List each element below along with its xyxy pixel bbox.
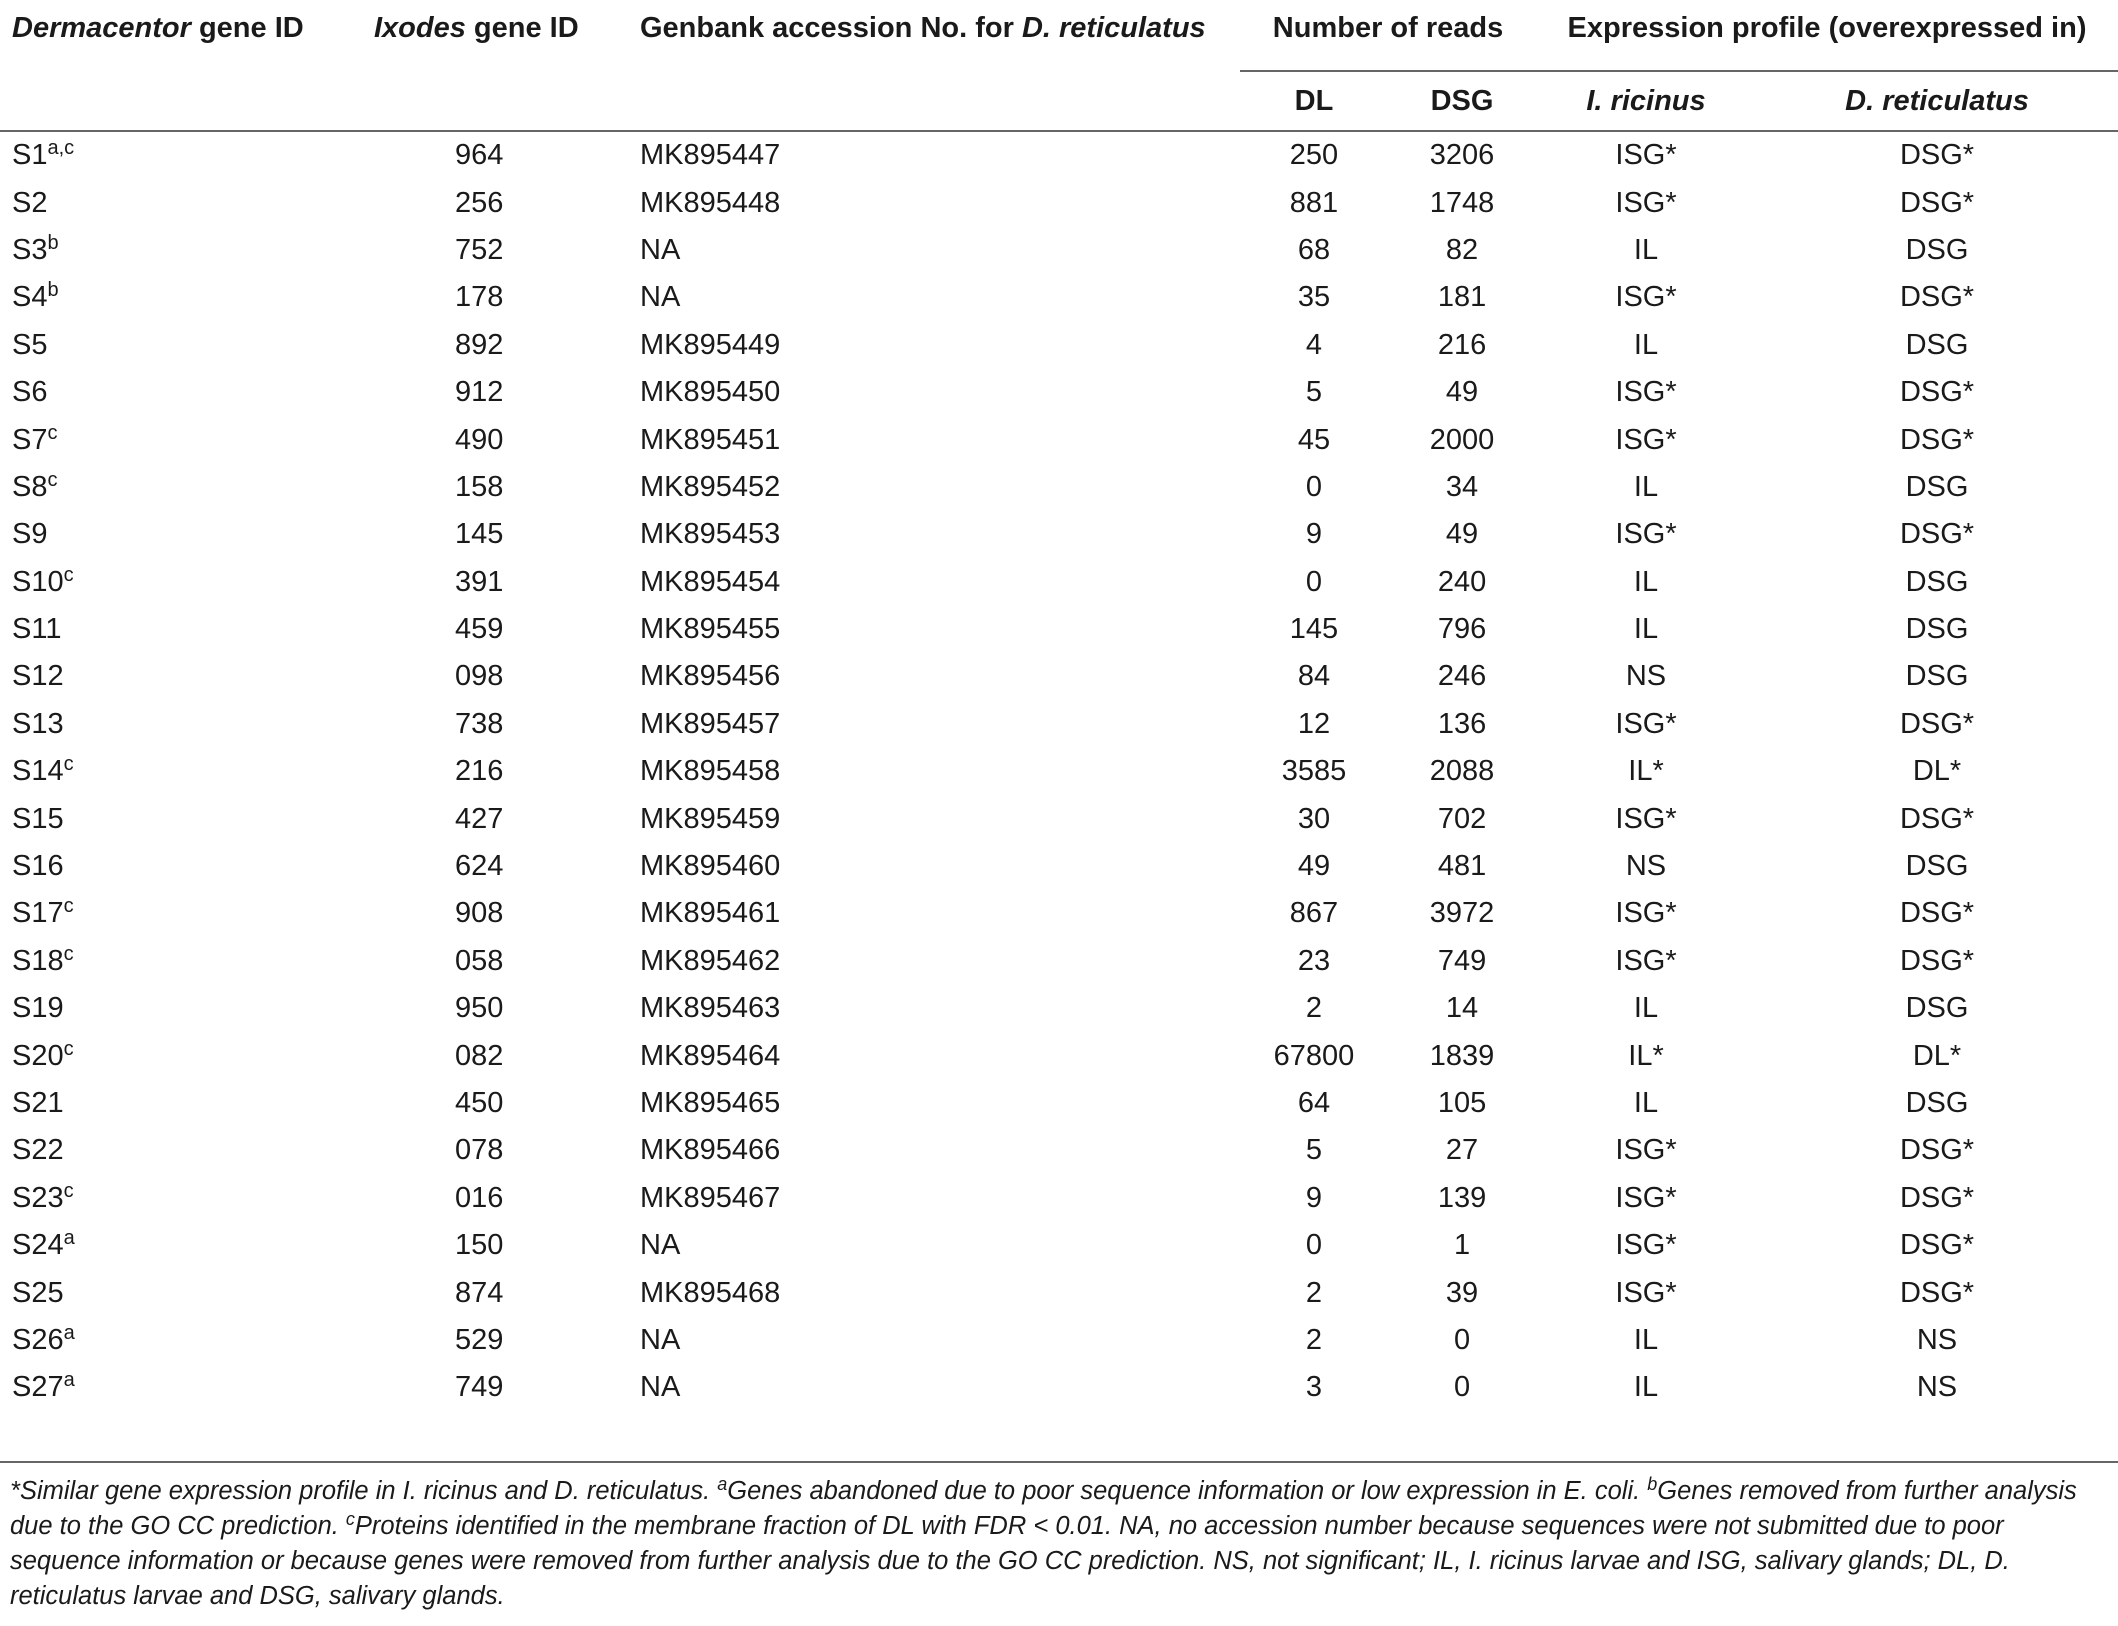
table-row: [0, 559, 2118, 606]
cell-i-ricinus-profile: ISG*: [1615, 1134, 1677, 1167]
cell-d-reticulatus-profile: DSG*: [1899, 897, 1975, 930]
cell-dsg-reads: 2000: [1429, 423, 1495, 456]
cell-dermacentor-id: [0, 606, 360, 653]
cell-ixodes-id: 950: [455, 992, 504, 1025]
header-genbank-accession: Genbank accession No. for D. reticulatus: [640, 12, 1206, 44]
footnote-star-mark: *: [10, 1477, 20, 1505]
cell-dl-reads: 9: [1305, 1181, 1323, 1214]
gene-id-text: S21: [12, 1087, 64, 1119]
cell-ixodes-id: 459: [455, 613, 504, 646]
cell-ixodes-id: 098: [455, 660, 504, 693]
header-expression-profile: Expression profile (overexpressed in): [1536, 12, 2118, 71]
cell-i-ricinus-profile: ISG*: [1615, 1181, 1677, 1214]
gene-id-text: S5: [12, 328, 48, 361]
table-row: [0, 1032, 2118, 1079]
cell-genbank-accession: MK895449: [640, 328, 781, 361]
gene-id-text: S18: [12, 944, 64, 977]
cell-ixodes-id: 490: [455, 423, 504, 456]
gene-id-text: S11: [12, 613, 62, 646]
cell-dermacentor-id: [0, 795, 360, 842]
cell-dsg-reads: 2088: [1429, 755, 1495, 788]
cell-dl-reads: 867: [1289, 897, 1339, 930]
cell-d-reticulatus-profile: DSG*: [1899, 281, 1975, 314]
cell-d-reticulatus-profile: DSG: [1905, 328, 1969, 361]
header-dl: DL: [1294, 84, 1334, 117]
cell-dermacentor-id: [0, 464, 360, 511]
table-row: [0, 1317, 2118, 1364]
cell-dl-reads: 2: [1305, 1276, 1323, 1309]
cell-dsg-reads: 82: [1445, 233, 1479, 266]
gene-id-text: S13: [12, 707, 64, 740]
cell-ixodes-id: 892: [455, 328, 504, 361]
cell-dermacentor-id: [0, 179, 360, 226]
footnote-b-mark: b: [1647, 1474, 1658, 1494]
cell-dsg-reads: 481: [1437, 850, 1487, 883]
cell-genbank-accession: MK895464: [640, 1039, 781, 1072]
cell-d-reticulatus-profile: DSG*: [1899, 139, 1975, 172]
cell-i-ricinus-profile: NS: [1625, 850, 1667, 883]
cell-d-reticulatus-profile: NS: [1916, 1371, 1958, 1404]
cell-dermacentor-id: [0, 1032, 360, 1079]
cell-d-reticulatus-profile: DSG*: [1899, 186, 1975, 219]
gene-id-text: S23: [12, 1181, 64, 1214]
table-row: [0, 606, 2118, 653]
table-row: [0, 701, 2118, 748]
cell-ixodes-id: 749: [455, 1371, 504, 1404]
cell-i-ricinus-profile: ISG*: [1615, 186, 1677, 219]
cell-ixodes-id: 752: [455, 233, 504, 266]
footnote-c-text: Proteins identified in the membrane fraction of DL with FDR < 0.01. NA, no accession number because sequences were not submitted due to poor sequence information or because genes were removed from further analysis due to the GO CC prediction. NS, not significant; IL, I. ricinus larvae and ISG, salivary glands; DL, D. reticulatus larvae and DSG, salivary glands.: [10, 1512, 2010, 1610]
cell-i-ricinus-profile: IL*: [1628, 1039, 1664, 1072]
cell-dermacentor-id: [0, 416, 360, 463]
gene-id-text: S25: [12, 1276, 64, 1309]
cell-genbank-accession: MK895454: [640, 565, 781, 598]
cell-dsg-reads: 49: [1445, 518, 1479, 551]
cell-ixodes-id: 016: [455, 1181, 504, 1214]
cell-dermacentor-id: [0, 1269, 360, 1316]
cell-genbank-accession: MK895458: [640, 755, 781, 788]
cell-dsg-reads: 34: [1445, 470, 1479, 503]
cell-dl-reads: 12: [1297, 707, 1331, 740]
header-ixodes-gene-id: Ixodes gene ID: [374, 12, 579, 44]
cell-ixodes-id: 912: [455, 376, 504, 409]
gene-id-text: S19: [12, 992, 64, 1025]
cell-dsg-reads: 246: [1437, 660, 1487, 693]
cell-d-reticulatus-profile: DSG*: [1899, 1134, 1975, 1167]
cell-dermacentor-id: [0, 1175, 360, 1222]
gene-id-text: S9: [12, 518, 48, 551]
cell-i-ricinus-profile: ISG*: [1615, 1229, 1677, 1262]
cell-d-reticulatus-profile: DSG*: [1899, 802, 1975, 835]
cell-dsg-reads: 0: [1453, 1323, 1471, 1356]
cell-dsg-reads: 49: [1445, 376, 1479, 409]
cell-dermacentor-id: [0, 748, 360, 795]
cell-dermacentor-id: [0, 131, 360, 179]
cell-i-ricinus-profile: ISG*: [1615, 139, 1677, 172]
cell-d-reticulatus-profile: DSG: [1905, 613, 1969, 646]
gene-id-text: S3: [12, 233, 48, 266]
cell-genbank-accession: MK895459: [640, 802, 781, 835]
cell-ixodes-id: 529: [455, 1323, 504, 1356]
table-row: [0, 890, 2118, 937]
cell-d-reticulatus-profile: DSG*: [1899, 707, 1975, 740]
table-row: [0, 795, 2118, 842]
gene-id-text: S12: [12, 660, 64, 693]
table-row: [0, 653, 2118, 700]
cell-dsg-reads: 702: [1437, 802, 1487, 835]
cell-dl-reads: 3: [1305, 1371, 1323, 1404]
cell-i-ricinus-profile: ISG*: [1615, 707, 1677, 740]
table-row: [0, 938, 2118, 985]
cell-dsg-reads: 105: [1437, 1087, 1487, 1119]
table-row: [0, 843, 2118, 890]
cell-d-reticulatus-profile: DSG: [1905, 850, 1969, 883]
table-row: [0, 322, 2118, 369]
cell-ixodes-id: 624: [455, 850, 504, 883]
cell-ixodes-id: 145: [455, 518, 504, 551]
cell-dl-reads: 5: [1305, 1134, 1323, 1167]
cell-dsg-reads: 39: [1445, 1276, 1479, 1309]
cell-dermacentor-id: [0, 322, 360, 369]
cell-i-ricinus-profile: NS: [1625, 660, 1667, 693]
cell-i-ricinus-profile: IL*: [1628, 755, 1664, 788]
cell-dermacentor-id: [0, 1222, 360, 1269]
cell-genbank-accession: NA: [640, 1229, 681, 1262]
gene-expression-table: [0, 12, 2118, 1412]
cell-dl-reads: 23: [1297, 944, 1331, 977]
cell-genbank-accession: MK895453: [640, 518, 781, 551]
cell-d-reticulatus-profile: DSG*: [1899, 944, 1975, 977]
table-row: [0, 1175, 2118, 1222]
gene-id-footnote-mark: b: [47, 279, 59, 302]
cell-dsg-reads: 0: [1453, 1371, 1471, 1404]
cell-genbank-accession: NA: [640, 233, 681, 266]
header-number-of-reads: Number of reads: [1240, 12, 1536, 71]
cell-genbank-accession: MK895463: [640, 992, 781, 1025]
table-row: [0, 464, 2118, 511]
table-row: [0, 1269, 2118, 1316]
header-dermacentor-gene-id: Dermacentor gene ID: [12, 12, 304, 44]
cell-i-ricinus-profile: IL: [1633, 1323, 1659, 1356]
gene-id-text: S14: [12, 755, 64, 788]
cell-dsg-reads: 1: [1453, 1229, 1471, 1262]
cell-dermacentor-id: [0, 938, 360, 985]
cell-genbank-accession: MK895455: [640, 613, 781, 646]
gene-id-text: S17: [12, 897, 64, 930]
cell-dsg-reads: 139: [1437, 1181, 1487, 1214]
cell-dl-reads: 2: [1305, 1323, 1323, 1356]
gene-id-footnote-mark: c: [63, 563, 74, 586]
table-row: [0, 1080, 2118, 1127]
header-i-ricinus: I. ricinus: [1586, 84, 1706, 117]
gene-id-text: S2: [12, 186, 48, 219]
cell-ixodes-id: 150: [455, 1229, 504, 1262]
cell-d-reticulatus-profile: DSG: [1905, 470, 1969, 503]
cell-dermacentor-id: [0, 843, 360, 890]
cell-dsg-reads: 240: [1437, 565, 1487, 598]
table-row: [0, 1222, 2118, 1269]
cell-dsg-reads: 1839: [1429, 1039, 1495, 1072]
gene-id-footnote-mark: c: [47, 468, 58, 491]
cell-genbank-accession: MK895468: [640, 1276, 781, 1309]
cell-i-ricinus-profile: IL: [1633, 233, 1659, 266]
cell-dl-reads: 64: [1297, 1087, 1331, 1119]
cell-genbank-accession: MK895456: [640, 660, 781, 693]
gene-id-text: S1: [12, 139, 48, 172]
cell-ixodes-id: 450: [455, 1087, 504, 1119]
table-row: [0, 1127, 2118, 1174]
cell-dermacentor-id: [0, 1364, 360, 1411]
footnote-a-mark: a: [717, 1474, 728, 1494]
cell-dsg-reads: 181: [1437, 281, 1487, 314]
cell-ixodes-id: 058: [455, 944, 504, 977]
gene-id-text: S22: [12, 1134, 64, 1167]
gene-id-footnote-mark: a: [63, 1369, 75, 1392]
table-body: [0, 131, 2118, 1412]
gene-id-footnote-mark: c: [47, 421, 58, 444]
cell-d-reticulatus-profile: DSG: [1905, 992, 1969, 1025]
cell-genbank-accession: NA: [640, 1323, 681, 1356]
cell-dermacentor-id: [0, 1127, 360, 1174]
cell-i-ricinus-profile: IL: [1633, 328, 1659, 361]
cell-dl-reads: 3585: [1281, 755, 1347, 788]
cell-ixodes-id: 158: [455, 470, 504, 503]
cell-ixodes-id: 082: [455, 1039, 504, 1072]
cell-genbank-accession: MK895462: [640, 944, 781, 977]
gene-id-footnote-mark: a: [63, 1227, 75, 1250]
cell-i-ricinus-profile: ISG*: [1615, 423, 1677, 456]
cell-genbank-accession: MK895461: [640, 897, 781, 930]
cell-i-ricinus-profile: ISG*: [1615, 281, 1677, 314]
table-row: [0, 985, 2118, 1032]
cell-dl-reads: 68: [1297, 233, 1331, 266]
cell-genbank-accession: MK895457: [640, 707, 781, 740]
gene-id-footnote-mark: c: [63, 942, 74, 965]
cell-d-reticulatus-profile: DSG: [1905, 565, 1969, 598]
cell-ixodes-id: 908: [455, 897, 504, 930]
cell-dl-reads: 49: [1297, 850, 1331, 883]
cell-dl-reads: 0: [1305, 565, 1323, 598]
gene-id-text: S26: [12, 1323, 64, 1356]
cell-dsg-reads: 14: [1445, 992, 1479, 1025]
cell-dsg-reads: 749: [1437, 944, 1487, 977]
cell-ixodes-id: 391: [455, 565, 504, 598]
gene-id-footnote-mark: a,c: [47, 137, 75, 160]
cell-dl-reads: 4: [1305, 328, 1323, 361]
table-row: [0, 369, 2118, 416]
cell-dl-reads: 250: [1289, 139, 1339, 172]
cell-i-ricinus-profile: ISG*: [1615, 1276, 1677, 1309]
cell-d-reticulatus-profile: DL*: [1912, 1039, 1962, 1072]
cell-dermacentor-id: [0, 559, 360, 606]
cell-dermacentor-id: [0, 227, 360, 274]
cell-i-ricinus-profile: ISG*: [1615, 944, 1677, 977]
cell-dermacentor-id: [0, 1317, 360, 1364]
footnote-c-mark: c: [345, 1509, 355, 1529]
cell-genbank-accession: MK895465: [640, 1087, 781, 1119]
table-row: [0, 274, 2118, 321]
gene-id-text: S8: [12, 470, 48, 503]
cell-i-ricinus-profile: ISG*: [1615, 518, 1677, 551]
gene-id-footnote-mark: b: [47, 231, 59, 254]
gene-id-footnote-mark: c: [63, 753, 74, 776]
cell-dermacentor-id: [0, 890, 360, 937]
cell-i-ricinus-profile: IL: [1633, 1371, 1659, 1404]
cell-d-reticulatus-profile: DSG*: [1899, 518, 1975, 551]
cell-ixodes-id: 427: [455, 802, 504, 835]
cell-dermacentor-id: [0, 274, 360, 321]
cell-genbank-accession: MK895447: [640, 139, 781, 172]
table-footnote: [10, 1474, 2110, 1614]
table-row: [0, 416, 2118, 463]
cell-dsg-reads: 796: [1437, 613, 1487, 646]
cell-d-reticulatus-profile: DSG*: [1899, 423, 1975, 456]
cell-i-ricinus-profile: ISG*: [1615, 897, 1677, 930]
cell-ixodes-id: 874: [455, 1276, 504, 1309]
cell-dsg-reads: 216: [1437, 328, 1487, 361]
cell-dermacentor-id: [0, 1080, 360, 1127]
cell-dsg-reads: 27: [1445, 1134, 1479, 1167]
cell-ixodes-id: 964: [455, 139, 504, 172]
cell-ixodes-id: 178: [455, 281, 504, 314]
cell-dermacentor-id: [0, 369, 360, 416]
cell-i-ricinus-profile: IL: [1633, 565, 1659, 598]
cell-d-reticulatus-profile: DSG: [1905, 1087, 1969, 1119]
cell-dsg-reads: 3972: [1429, 897, 1495, 930]
cell-d-reticulatus-profile: DSG*: [1899, 1276, 1975, 1309]
cell-genbank-accession: MK895448: [640, 186, 781, 219]
cell-dermacentor-id: [0, 653, 360, 700]
cell-ixodes-id: 738: [455, 707, 504, 740]
footnote-b-text: Genes removed from further analysis due to the GO CC prediction.: [10, 1477, 2077, 1540]
gene-id-text: S10: [12, 565, 64, 598]
cell-i-ricinus-profile: IL: [1633, 470, 1659, 503]
cell-d-reticulatus-profile: DSG*: [1899, 1181, 1975, 1214]
table-bottom-rule: [0, 1461, 2118, 1463]
cell-genbank-accession: MK895452: [640, 470, 781, 503]
gene-id-text: S27: [12, 1371, 64, 1404]
cell-dl-reads: 2: [1305, 992, 1323, 1025]
cell-dl-reads: 35: [1297, 281, 1331, 314]
cell-dermacentor-id: [0, 701, 360, 748]
gene-id-text: S16: [12, 850, 64, 883]
cell-ixodes-id: 256: [455, 186, 504, 219]
cell-dermacentor-id: [0, 511, 360, 558]
header-dsg: DSG: [1430, 84, 1494, 117]
cell-i-ricinus-profile: IL: [1633, 1087, 1659, 1119]
cell-i-ricinus-profile: IL: [1633, 613, 1659, 646]
cell-i-ricinus-profile: IL: [1633, 992, 1659, 1025]
footnote-a-text: Genes abandoned due to poor sequence information or low expression in E. coli.: [727, 1477, 1648, 1505]
gene-id-text: S24: [12, 1229, 64, 1262]
gene-id-footnote-mark: c: [63, 895, 74, 918]
cell-dl-reads: 0: [1305, 470, 1323, 503]
footnote-star-text: Similar gene expression profile in I. ricinus and D. reticulatus.: [19, 1477, 718, 1505]
header-d-reticulatus: D. reticulatus: [1845, 84, 2029, 117]
cell-dl-reads: 67800: [1273, 1039, 1355, 1072]
cell-genbank-accession: MK895451: [640, 423, 781, 456]
table-row: [0, 179, 2118, 226]
cell-d-reticulatus-profile: DL*: [1912, 755, 1962, 788]
cell-dl-reads: 0: [1305, 1229, 1323, 1262]
cell-genbank-accession: NA: [640, 281, 681, 314]
cell-dl-reads: 30: [1297, 802, 1331, 835]
cell-d-reticulatus-profile: DSG*: [1899, 376, 1975, 409]
cell-d-reticulatus-profile: DSG*: [1899, 1229, 1975, 1262]
cell-dl-reads: 145: [1289, 613, 1339, 646]
cell-genbank-accession: MK895467: [640, 1181, 781, 1214]
cell-ixodes-id: 078: [455, 1134, 504, 1167]
cell-dl-reads: 45: [1297, 423, 1331, 456]
table-row: [0, 131, 2118, 179]
gene-id-footnote-mark: c: [63, 1179, 74, 1202]
cell-genbank-accession: MK895450: [640, 376, 781, 409]
cell-genbank-accession: NA: [640, 1371, 681, 1404]
cell-i-ricinus-profile: ISG*: [1615, 376, 1677, 409]
cell-d-reticulatus-profile: NS: [1916, 1323, 1958, 1356]
gene-id-text: S7: [12, 423, 48, 456]
cell-dl-reads: 5: [1305, 376, 1323, 409]
gene-id-text: S6: [12, 376, 48, 409]
gene-id-footnote-mark: c: [63, 1037, 74, 1060]
gene-id-footnote-mark: a: [63, 1321, 75, 1344]
table-row: [0, 1364, 2118, 1411]
cell-i-ricinus-profile: ISG*: [1615, 802, 1677, 835]
cell-dl-reads: 9: [1305, 518, 1323, 551]
cell-genbank-accession: MK895460: [640, 850, 781, 883]
cell-dl-reads: 881: [1289, 186, 1339, 219]
cell-genbank-accession: MK895466: [640, 1134, 781, 1167]
table-row: [0, 748, 2118, 795]
cell-dermacentor-id: [0, 985, 360, 1032]
cell-dsg-reads: 3206: [1429, 139, 1495, 172]
cell-d-reticulatus-profile: DSG: [1905, 660, 1969, 693]
table-row: [0, 511, 2118, 558]
cell-ixodes-id: 216: [455, 755, 504, 788]
gene-id-text: S20: [12, 1039, 64, 1072]
cell-dl-reads: 84: [1297, 660, 1331, 693]
cell-d-reticulatus-profile: DSG: [1905, 233, 1969, 266]
gene-id-text: S15: [12, 802, 64, 835]
cell-dsg-reads: 136: [1437, 707, 1487, 740]
table-row: [0, 227, 2118, 274]
cell-dsg-reads: 1748: [1429, 186, 1495, 219]
gene-id-text: S4: [12, 281, 48, 314]
